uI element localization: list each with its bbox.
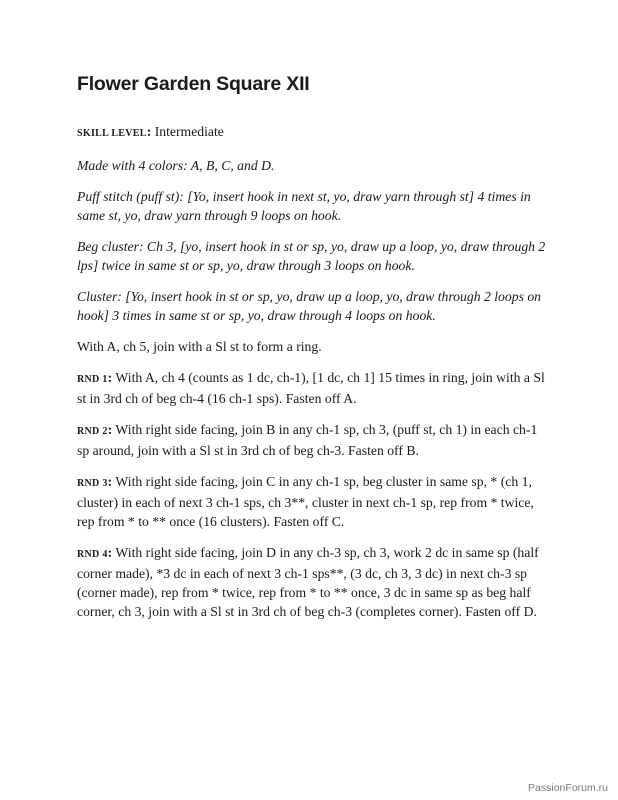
round-text: With A, ch 4 (counts as 1 dc, ch-1), [1 dc, ch 1] 15 times in ring, join with a Sl st in 3rd ch of beg ch-4 (16 ch-1 sps). Fasten off A. xyxy=(77,370,545,406)
round-label: RND 2 xyxy=(77,426,108,437)
beg-cluster-definition: Beg cluster: Ch 3, [yo, insert hook in st or sp, yo, draw up a loop, yo, draw through 2 lps] twice in same st or sp, yo, draw through 3 loops on hook. xyxy=(77,239,546,273)
cluster-definition: Cluster: [Yo, insert hook in st or sp, yo, draw up a loop, yo, draw through 2 loops on hook] 3 times in same st or sp, yo, draw through 4 loops on hook. xyxy=(77,289,542,323)
page-title: Flower Garden Square XII xyxy=(77,73,310,95)
skill-level: SKILL LEVEL: Intermediate xyxy=(77,124,224,139)
round-label: RND 4 xyxy=(77,549,108,560)
watermark: PassionForum.ru xyxy=(528,782,608,794)
skill-level-value: Intermediate xyxy=(151,124,224,139)
round-2: RND 2: With right side facing, join B in any ch-1 sp, ch 3, (puff st, ch 1) in each ch-1 sp around, join with a Sl st in 3rd ch of beg ch-3. Fasten off B. xyxy=(77,422,538,458)
round-text: With right side facing, join B in any ch-1 sp, ch 3, (puff st, ch 1) in each ch-1 sp around, join with a Sl st in 3rd ch of beg ch-3. Fasten off B. xyxy=(77,422,538,458)
round-1: RND 1: With A, ch 4 (counts as 1 dc, ch-1), [1 dc, ch 1] 15 times in ring, join with a Sl st in 3rd ch of beg ch-4 (16 ch-1 sps). Fasten off A. xyxy=(77,370,545,406)
round-label: RND 3 xyxy=(77,478,108,489)
skill-level-label: SKILL LEVEL xyxy=(77,128,147,139)
round-4: RND 4: With right side facing, join D in any ch-3 sp, ch 3, work 2 dc in same sp (half corner made), *3 dc in each of next 3 ch-1 sps**, (3 dc, ch 3, 3 dc) in next ch-3 sp (corner made), rep from * twice, rep from * to ** once, 3 dc in same sp as beg half corner, ch 3, join with a Sl st in 3rd ch of beg ch-3 (completes corner). Fasten off D. xyxy=(77,545,539,619)
round-text: With right side facing, join D in any ch-3 sp, ch 3, work 2 dc in same sp (half corner made), *3 dc in each of next 3 ch-1 sps**, (3 dc, ch 3, 3 dc) in next ch-3 sp (corner made), rep from * twice, rep from * to ** once, 3 dc in same sp as beg half corner, ch 3, join with a Sl st in 3rd ch of beg ch-3 (completes corner). Fasten off D. xyxy=(77,545,539,619)
round-3: RND 3: With right side facing, join C in any ch-1 sp, beg cluster in same sp, * (ch 1, cluster) in each of next 3 ch-1 sps, ch 3**, cluster in next ch-1 sp, rep from * twice, rep from * to ** once (16 clusters). Fasten off C. xyxy=(77,474,534,529)
colors-note: Made with 4 colors: A, B, C, and D. xyxy=(77,158,275,173)
round-label: RND 1 xyxy=(77,374,108,385)
puff-stitch-definition: Puff stitch (puff st): [Yo, insert hook in next st, yo, draw yarn through st] 4 times in same st, yo, draw yarn through 9 loops on hook. xyxy=(77,189,531,223)
round-text: With right side facing, join C in any ch-1 sp, beg cluster in same sp, * (ch 1, cluster) in each of next 3 ch-1 sps, ch 3**, cluster in next ch-1 sp, rep from * twice, rep from * to ** once (16 clusters). Fasten off C. xyxy=(77,474,534,529)
start-instruction: With A, ch 5, join with a Sl st to form a ring. xyxy=(77,339,322,354)
pattern-page xyxy=(77,73,547,633)
